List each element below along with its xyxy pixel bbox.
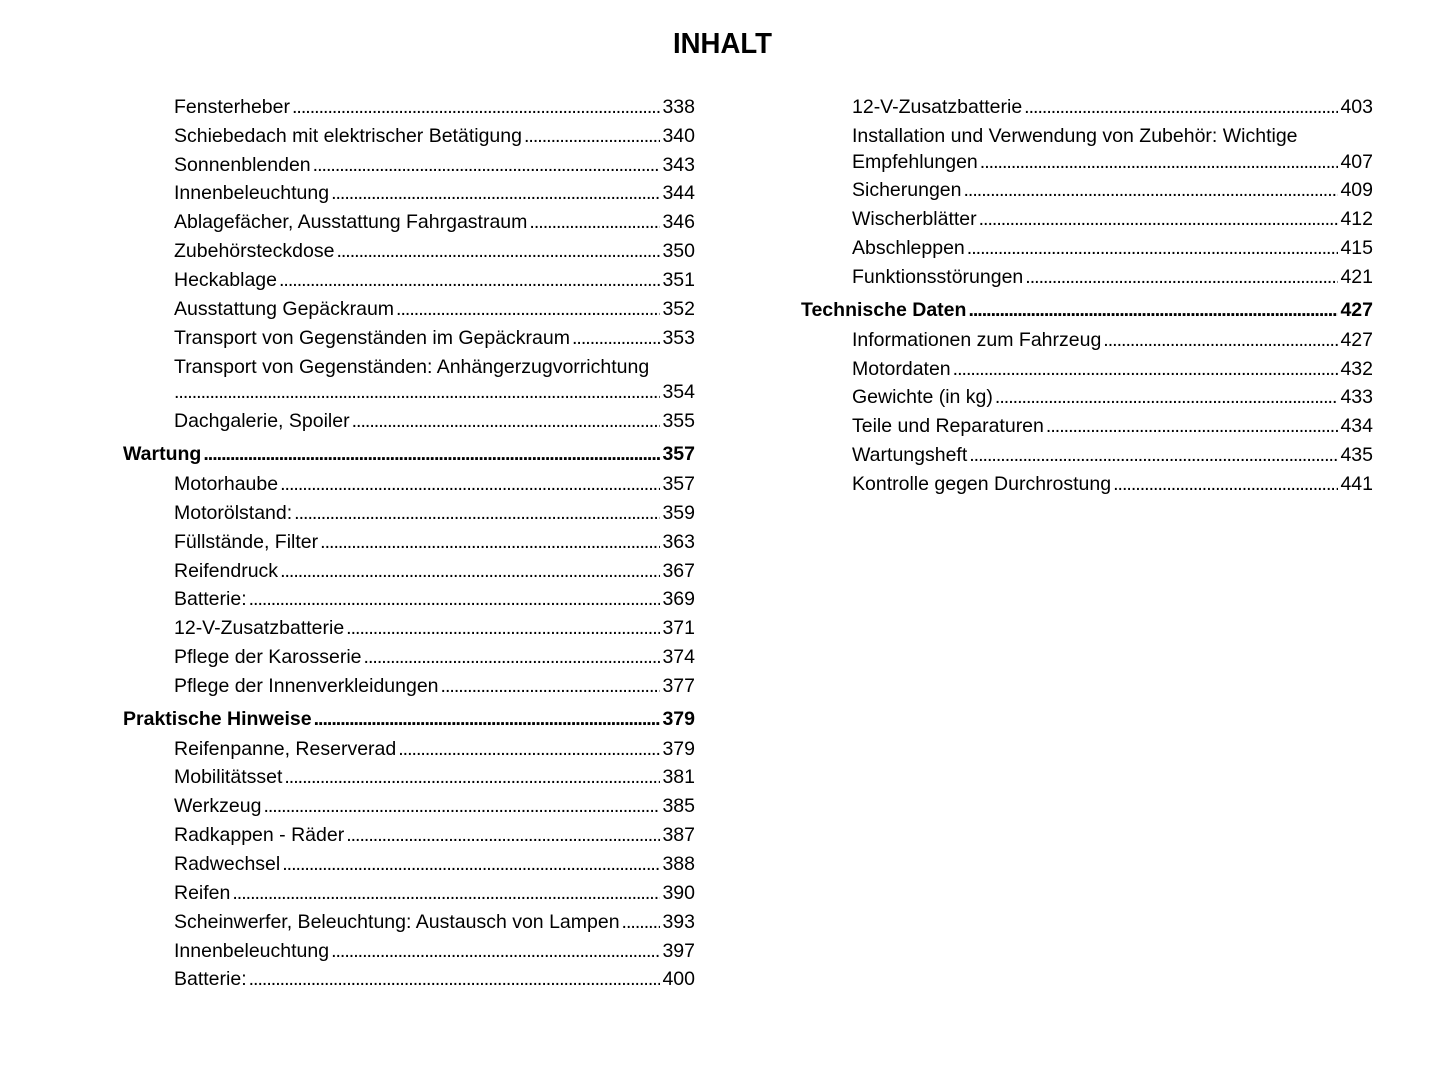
- toc-page-number: 381: [662, 766, 695, 788]
- toc-entry-label: Zubehörsteckdose: [174, 240, 335, 262]
- dot-leader: [441, 674, 661, 698]
- toc-entry[interactable]: [174, 530, 695, 554]
- toc-entry[interactable]: [852, 385, 1373, 409]
- dot-leader: [968, 298, 1338, 322]
- dot-leader: [953, 357, 1339, 381]
- toc-entry[interactable]: [174, 852, 695, 876]
- dot-leader: [313, 153, 661, 177]
- toc-page-number: 379: [662, 738, 695, 760]
- toc-section-label: Praktische Hinweise: [123, 708, 312, 730]
- toc-entry-label: Schiebedach mit elektrischer Betätigung: [174, 125, 522, 147]
- toc-entry[interactable]: [852, 472, 1373, 496]
- toc-entry[interactable]: [174, 765, 695, 789]
- dot-leader: [964, 178, 1339, 202]
- toc-entry[interactable]: [852, 265, 1373, 289]
- toc-entry-label: Reifen: [174, 882, 231, 904]
- toc-entry[interactable]: [174, 181, 695, 205]
- dot-leader: [331, 181, 660, 205]
- dot-leader: [249, 967, 661, 991]
- toc-entry[interactable]: [852, 178, 1373, 202]
- toc-entry[interactable]: [852, 328, 1373, 352]
- toc-page-number: 432: [1340, 358, 1373, 380]
- toc-entry[interactable]: [174, 587, 695, 611]
- dot-leader: [174, 380, 660, 404]
- toc-entry[interactable]: [174, 645, 695, 669]
- toc-page-number: 350: [662, 240, 695, 262]
- dot-leader: [622, 910, 661, 934]
- toc-page-number: 346: [662, 211, 695, 233]
- toc-entry[interactable]: [174, 559, 695, 583]
- toc-page-number: 343: [662, 154, 695, 176]
- toc-entry[interactable]: [174, 910, 695, 934]
- toc-entry-label: Batterie:: [174, 588, 247, 610]
- toc-entry[interactable]: [174, 380, 695, 404]
- toc-entry-label: Kontrolle gegen Durchrostung: [852, 473, 1112, 495]
- toc-entry[interactable]: [174, 409, 695, 433]
- toc-page-number: 441: [1340, 473, 1373, 495]
- dot-leader: [364, 645, 661, 669]
- toc-page-number: 427: [1340, 329, 1373, 351]
- toc-page-number: 351: [662, 269, 695, 291]
- dot-leader: [352, 409, 661, 433]
- toc-page-number: 344: [662, 182, 695, 204]
- toc-entry[interactable]: [852, 357, 1373, 381]
- toc-page-number: 433: [1340, 386, 1373, 408]
- toc-page-number: 369: [662, 588, 695, 610]
- toc-page-number: 427: [1340, 299, 1373, 321]
- toc-entry-label: Mobilitätsset: [174, 766, 283, 788]
- toc-entry[interactable]: [174, 124, 695, 148]
- toc-entry-label: Fensterheber: [174, 96, 290, 118]
- toc-entry-label: Radkappen - Räder: [174, 824, 345, 846]
- toc-page-number: 354: [662, 381, 695, 403]
- toc-entry-label: Motorölstand:: [174, 502, 293, 524]
- dot-leader: [249, 587, 661, 611]
- toc-entry-label: Heckablage: [174, 269, 277, 291]
- toc-entry[interactable]: [852, 236, 1373, 260]
- toc-entry-label-line1[interactable]: Transport von Gegenständen: Anhängerzugvorrichtung: [174, 356, 650, 378]
- toc-page-number: 435: [1340, 444, 1373, 466]
- toc-page-number: 407: [1340, 151, 1373, 173]
- dot-leader: [294, 501, 660, 525]
- toc-entry-label: Empfehlungen: [852, 151, 978, 173]
- toc-entry-label: Pflege der Karosserie: [174, 646, 362, 668]
- toc-entry-label: Innenbeleuchtung: [174, 940, 330, 962]
- toc-page-number: 377: [662, 675, 695, 697]
- dot-leader: [263, 794, 660, 818]
- toc-entry[interactable]: [174, 326, 695, 350]
- toc-entry-label: Informationen zum Fahrzeug: [852, 329, 1102, 351]
- toc-entry-label: Ablagefächer, Ausstattung Fahrgastraum: [174, 211, 528, 233]
- toc-entry[interactable]: [174, 674, 695, 698]
- toc-entry-label: Funktionsstörungen: [852, 266, 1024, 288]
- toc-page-number: 393: [662, 911, 695, 933]
- toc-entry[interactable]: [852, 95, 1373, 119]
- toc-page-number: 353: [662, 327, 695, 349]
- toc-section-heading[interactable]: [123, 707, 695, 731]
- toc-entry-label: Dachgalerie, Spoiler: [174, 410, 350, 432]
- dot-leader: [1103, 328, 1338, 352]
- dot-leader: [572, 326, 660, 350]
- toc-page-number: 385: [662, 795, 695, 817]
- dot-leader: [980, 150, 1339, 174]
- dot-leader: [292, 95, 660, 119]
- toc-page-number: 363: [662, 531, 695, 553]
- toc-entry-label: Werkzeug: [174, 795, 262, 817]
- dot-leader: [346, 616, 660, 640]
- toc-section-label: Wartung: [123, 443, 202, 465]
- toc-page-number: 415: [1340, 237, 1373, 259]
- toc-page-number: 357: [662, 443, 695, 465]
- toc-entry[interactable]: [174, 210, 695, 234]
- dot-leader: [967, 236, 1339, 260]
- dot-leader: [995, 385, 1339, 409]
- dot-leader: [336, 239, 660, 263]
- dot-leader: [1025, 265, 1338, 289]
- dot-leader: [1113, 472, 1338, 496]
- toc-entry-label: 12-V-Zusatzbatterie: [852, 96, 1023, 118]
- dot-leader: [320, 530, 660, 554]
- toc-page-number: 403: [1340, 96, 1373, 118]
- toc-entry[interactable]: [852, 443, 1373, 467]
- toc-entry-label: Reifenpanne, Reserverad: [174, 738, 397, 760]
- toc-entry-label: Transport von Gegenständen im Gepäckraum: [174, 327, 570, 349]
- toc-page-number: 340: [662, 125, 695, 147]
- toc-page-number: 374: [662, 646, 695, 668]
- toc-entry-label: Teile und Reparaturen: [852, 415, 1044, 437]
- dot-leader: [524, 124, 661, 148]
- toc-entry[interactable]: [174, 472, 695, 496]
- toc-entry[interactable]: [174, 939, 695, 963]
- toc-entry-label: Scheinwerfer, Beleuchtung: Austausch von Lampen: [174, 911, 620, 933]
- toc-entry-label: Wartungsheft: [852, 444, 968, 466]
- dot-leader: [314, 707, 661, 731]
- toc-entry-label-line1[interactable]: Installation und Verwendung von Zubehör: Wichtige: [852, 125, 1298, 147]
- toc-entry[interactable]: [174, 737, 695, 761]
- toc-page-number: 390: [662, 882, 695, 904]
- dot-leader: [529, 210, 660, 234]
- dot-leader: [279, 268, 660, 292]
- toc-entry-label: Batterie:: [174, 968, 247, 990]
- toc-entry[interactable]: [174, 823, 695, 847]
- toc-entry[interactable]: [852, 207, 1373, 231]
- toc-page-number: 434: [1340, 415, 1373, 437]
- toc-page-number: 421: [1340, 266, 1373, 288]
- toc-page-number: 397: [662, 940, 695, 962]
- toc-entry-label: Motordaten: [852, 358, 951, 380]
- toc-entry-label: Radwechsel: [174, 853, 281, 875]
- toc-entry[interactable]: [174, 881, 695, 905]
- toc-entry[interactable]: [174, 501, 695, 525]
- dot-leader: [969, 443, 1338, 467]
- toc-entry[interactable]: [174, 268, 695, 292]
- dot-leader: [346, 823, 660, 847]
- toc-entry-label: Pflege der Innenverkleidungen: [174, 675, 439, 697]
- toc-entry[interactable]: [174, 239, 695, 263]
- toc-entry-label: 12-V-Zusatzbatterie: [174, 617, 345, 639]
- dot-leader: [280, 559, 660, 583]
- toc-entry[interactable]: [174, 794, 695, 818]
- toc-section-heading[interactable]: [123, 442, 695, 466]
- dot-leader: [1046, 414, 1339, 438]
- dot-leader: [979, 207, 1339, 231]
- page-title: INHALT: [673, 28, 772, 60]
- dot-leader: [282, 852, 660, 876]
- dot-leader: [280, 472, 660, 496]
- toc-entry[interactable]: [174, 95, 695, 119]
- toc-entry[interactable]: [174, 297, 695, 321]
- toc-entry-label: Sonnenblenden: [174, 154, 311, 176]
- dot-leader: [396, 297, 660, 321]
- toc-page-number: 355: [662, 410, 695, 432]
- dot-leader: [203, 442, 660, 466]
- toc-entry-label: Reifendruck: [174, 560, 279, 582]
- dot-leader: [1024, 95, 1338, 119]
- toc-page-number: 338: [662, 96, 695, 118]
- toc-entry[interactable]: [174, 967, 695, 991]
- toc-section-heading[interactable]: [801, 298, 1373, 322]
- toc-entry[interactable]: [174, 153, 695, 177]
- toc-entry[interactable]: [852, 150, 1373, 174]
- toc-page-number: 371: [662, 617, 695, 639]
- dot-leader: [284, 765, 660, 789]
- toc-entry-label: Innenbeleuchtung: [174, 182, 330, 204]
- toc-entry-label: Sicherungen: [852, 179, 962, 201]
- toc-entry[interactable]: [852, 414, 1373, 438]
- toc-page-number: 367: [662, 560, 695, 582]
- toc-entry-label: Abschleppen: [852, 237, 965, 259]
- toc-page-number: 379: [662, 708, 695, 730]
- toc-entry-label: Füllstände, Filter: [174, 531, 319, 553]
- toc-page-number: 400: [662, 968, 695, 990]
- toc-entry-label: Gewichte (in kg): [852, 386, 993, 408]
- toc-page-number: 357: [662, 473, 695, 495]
- toc-entry-label: Wischerblätter: [852, 208, 977, 230]
- toc-page-number: 359: [662, 502, 695, 524]
- toc-page-number: 388: [662, 853, 695, 875]
- toc-page-number: 412: [1340, 208, 1373, 230]
- toc-page-number: 409: [1340, 179, 1373, 201]
- toc-page-number: 387: [662, 824, 695, 846]
- toc-entry[interactable]: [174, 616, 695, 640]
- toc-page-number: 352: [662, 298, 695, 320]
- toc-entry-label: Ausstattung Gepäckraum: [174, 298, 395, 320]
- dot-leader: [398, 737, 660, 761]
- dot-leader: [331, 939, 660, 963]
- toc-entry-label: Motorhaube: [174, 473, 279, 495]
- dot-leader: [232, 881, 660, 905]
- toc-section-label: Technische Daten: [801, 299, 967, 321]
